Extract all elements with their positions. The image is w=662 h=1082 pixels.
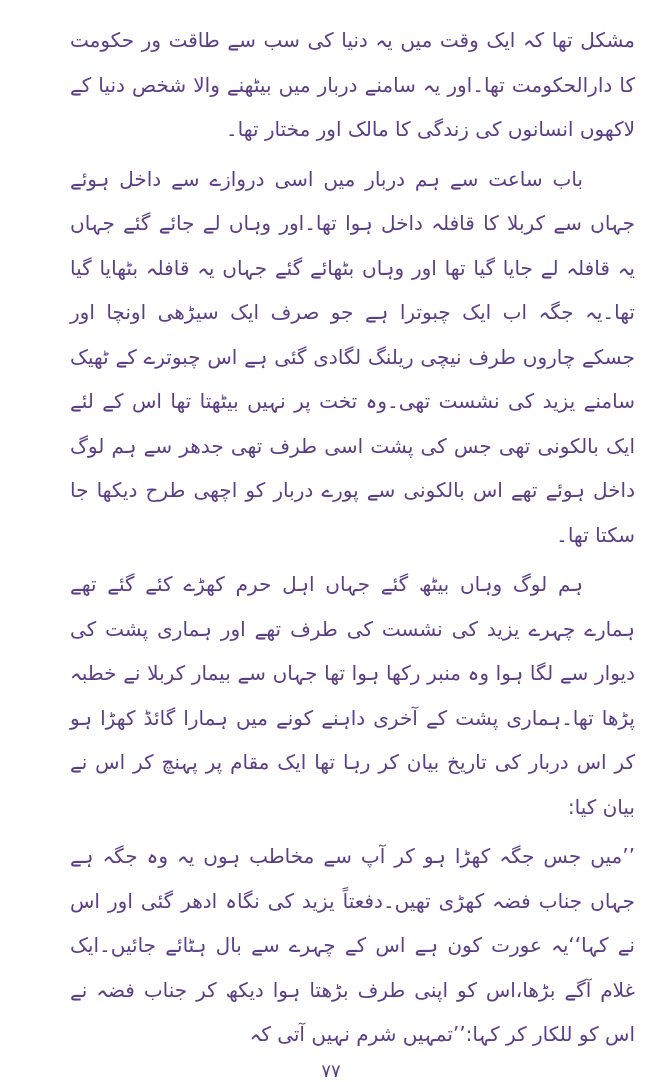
page-number: ۷۷ xyxy=(321,1061,341,1082)
paragraph-1: مشکل تھا کہ ایک وقت میں یہ دنیا کی سب سے طاقت ور حکومت کا دارالحکومت تھا۔اور یہ سامنے دربار میں بیٹھنے والا شخص دنیا کے لاکھوں انسانوں کی زندگی کا مالک اور مختار تھا۔ xyxy=(70,28,635,141)
paragraph-3: ہم لوگ وہاں بیٹھ گئے جہاں اہل حرم کھڑے کئے گئے تھے ہمارے چہرے یزید کی نشست کی طرف تھے اور ہماری پشت کی دیوار سے لگا ہوا وہ منبر رکھا ہوا تھا جہاں سے بیمار کربلا نے خطبہ پڑھا تھا۔ہماری پشت کے آخری داہنے کونے میں ہمارا گائڈ کھڑا ہو کر اس دربار کی تاریخ بیان کر رہا تھا ایک مقام پر پہنچ کر اس نے بیان کیا: xyxy=(70,572,635,819)
urdu-text-body xyxy=(70,18,635,1057)
paragraph-2: باب ساعت سے ہم دربار میں اسی دروازے سے داخل ہوئے جہاں سے کربلا کا قافلہ داخل ہوا تھا۔اور وہاں لے جائے گئے جہاں یہ قافلہ لے جایا گیا تھا اور وہاں بٹھائے گئے جہاں یہ قافلہ بٹھایا گیا تھا۔یہ جگہ اب ایک چبوترا ہے جو صرف ایک سیڑھی اونچا اور جسکے چاروں طرف نیچی ریلنگ لگادی گئی ہے اس چبوترے کے ٹھیک سامنے یزید کی نشست تھی۔وہ تخت پر نہیں بیٹھتا تھا اس کے لئے ایک بالکونی تھی جس کی پشت اسی طرف تھی جدھر سے ہم لوگ داخل ہوئے تھے اس بالکونی سے پورے دربار کو اچھی طرح دیکھا جا سکتا تھا۔ xyxy=(70,166,635,547)
paragraph-4-quotation: ’’میں جس جگہ کھڑا ہو کر آپ سے مخاطب ہوں یہ وہ جگہ ہے جہاں جناب فضہ کھڑی تھیں۔دفعتاً یزید کی نگاہ ادھر گئی اور اس نے کہا‘‘یہ عورت کون ہے اس کے چہرے سے بال ہٹائے جائیں۔ایک غلام آگے بڑھا،اس کو اپنی طرف بڑھتا ہوا دیکھ کر جناب فضہ نے اس کو للکار کر کہا:’’تمہیں شرم نہیں آتی کہ xyxy=(70,844,635,1046)
